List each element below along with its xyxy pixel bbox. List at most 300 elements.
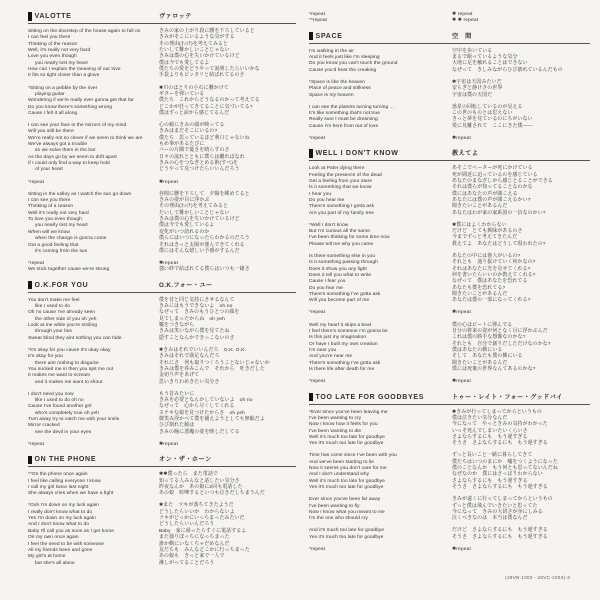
lyric-text-ja: 昨夜なんか あの娘に2回も電話した [159, 484, 243, 490]
stanza [309, 223, 590, 248]
lyric-text-ja: 今になって やっときみの気持がわかった [452, 422, 548, 428]
lyric-text-en: Space is my heaven [309, 92, 354, 98]
stanza [28, 472, 296, 497]
section-title-en-wrap [309, 393, 452, 402]
lyric-text-ja: きみを必要となんかしていないよ oh no [159, 398, 253, 404]
section-title-en-wrap [28, 12, 159, 21]
lyric-text-en: Got a good feeling that [28, 242, 79, 248]
lyric-text-en: I'm the one who should cry [309, 516, 368, 522]
song-section-carryover-repeats [309, 12, 590, 25]
lyric-text-en: Cause I've found another girl [28, 404, 92, 410]
lyric-text-en: Thinking of the reason [28, 41, 78, 47]
lyric-text-en: *repeat [309, 379, 326, 385]
section-title-en-wrap [28, 281, 159, 290]
lyric-text-en: I can see the planets turning turning ... [309, 104, 394, 110]
lyric-text-en: playing guitar [35, 91, 65, 97]
lyric-text-ja: 安らぎと静けさの世界 [452, 86, 503, 92]
lyric-text-ja: 手袋よりもピッタリと結ばれてるのさ [159, 73, 245, 79]
lyric-text-ja: もめ事があるたびに [159, 142, 205, 148]
lyric-text-en: I don't need you now [28, 391, 74, 397]
lyric-line [309, 68, 590, 74]
stanza [28, 392, 296, 436]
lyric-text-ja: 宇宙は僕の天国だ [452, 92, 493, 98]
lyric-text-ja: ✱repeat [452, 310, 472, 316]
lyric-text-en: It's okay for you [28, 354, 63, 360]
lyric-text-en: Are you part of my family tree [309, 210, 375, 216]
stanza [309, 547, 590, 553]
lyric-text-en: As the days go by we seem to drift apart [28, 154, 117, 160]
lyric-text-ja: なぜなのか 僕にはさっぱりわからない [452, 472, 543, 478]
lyric-text-en: I hear you [309, 191, 332, 197]
stanza [309, 12, 590, 25]
lyric-text-en: We stick together cause we're strong [28, 267, 110, 273]
lyric-text-en: *repeat [309, 12, 326, 17]
lyric-text-ja: あなたには僕の声が聞こえるかい? [452, 197, 531, 203]
lyric-line [28, 380, 296, 386]
lyric-text-en: Baby I'll call you as soon as I get home [28, 528, 114, 534]
lyric-text-en: *repeat [28, 179, 45, 185]
lyric-text-ja: あなたも僕を恐れてる? [452, 285, 506, 291]
lyric-text-en: you nearly lost my heart [35, 60, 88, 66]
lyric-text-ja: ✱repeat [452, 546, 472, 552]
lyric-text-ja: この世のものとは思えない [452, 111, 513, 117]
lyric-text-en: Really sure I must be dreaming [309, 117, 378, 123]
lyric-text-ja: きみはそれで満足なんだろ [159, 354, 220, 360]
section-title-en: ON THE PHONE [34, 456, 97, 464]
lyric-text-ja: 見てしまったからね oh yeh [159, 316, 225, 322]
lyric-text-ja: きみは笑いながら僕を見てたね [159, 329, 230, 335]
lyric-text-ja: ✱川のほとりの小石に腰かけて [159, 85, 229, 91]
section-title-ja: 空 間 [452, 32, 472, 40]
lyric-text-ja: あなたは僕の一部になってくれる? [452, 298, 531, 304]
lyric-text-ja: 日々の流れとともに僕らは離ればなれ [159, 154, 245, 160]
lyric-text-en: it's coming from the sun [35, 248, 88, 254]
lyric-line [309, 93, 590, 99]
lyric-text-en: *repeat [28, 441, 45, 447]
lyric-text-ja: 僕は泣きたい気分なんだ [452, 415, 508, 421]
lyric-text-en: And I don't understand why [309, 472, 370, 478]
lyric-text-en: You don't make me feel [28, 297, 80, 303]
lyric-text-en: like I used to do oh no [35, 398, 84, 404]
lyric-text-ja: ✱repeat [159, 260, 179, 266]
lyric-text-ja: 大地に足を触れることはできない [452, 61, 528, 67]
lyric-line [28, 491, 296, 497]
catalog-number: (28VB-1003・28VC-1003)-3 [505, 575, 570, 580]
section-marker-bar [28, 12, 32, 21]
lyric-text-en: the other side of you oh yeh [35, 316, 97, 322]
lyric-text-ja: 心の鏡にきみの顔が映ってる [159, 123, 225, 129]
section-title-ja: オン・ザ・ホーン [159, 456, 212, 464]
stanza [28, 348, 296, 386]
lyric-text-ja: あの娘も きっと家で一人で [159, 554, 225, 560]
lyric-text-en: Well it's really not very hard [28, 210, 89, 216]
lyric-text-en: Get a feeling from your stare [309, 178, 373, 184]
section-title-en: O.K.FOR YOU [34, 281, 89, 289]
song-section-too-late-for-goodbyes [309, 393, 590, 554]
song-section-valotte [28, 12, 296, 274]
lyric-text-ja: 谷間に腰を下ろして 夕陽を眺めてると [159, 191, 250, 197]
lyric-text-en: Please tell me why you came [309, 241, 374, 247]
lyric-text-en: but she's all alone [35, 560, 75, 566]
lyric-text-ja: 僕たちの愛をどうやって説明したらいいかな [159, 67, 260, 73]
lyric-text-en: *It's okay for you cause it's okay okay [28, 347, 111, 353]
lyric-text-ja: なぜって 心から尽くしてくれる [159, 404, 235, 410]
lyric-text-en: *repeat [28, 260, 45, 266]
stanza [309, 166, 590, 217]
stanza [309, 323, 590, 374]
stanza [309, 410, 590, 448]
lyric-text-ja: きみがそこにいるような気がする [159, 35, 235, 41]
stanza [28, 86, 296, 118]
lyric-text-ja: 聞きたいことがあるんだ [452, 360, 508, 366]
lyric-line [28, 336, 296, 342]
lyric-text-ja: 思いきりわめきたい気分さ [159, 379, 220, 385]
lyric-line [28, 167, 296, 173]
lyric-text-en: I can see your face in the mirrors of my mind [28, 123, 127, 129]
lyric-text-en: Place of peace and stillness [309, 86, 371, 92]
lyric-text-ja: ✱きみはそれでいいんだろ O.K. O.K. [159, 347, 247, 353]
lyric-text-en: If I could only find a way to keep hold [28, 161, 110, 167]
lyric-text-en: And it's much too late for goodbye [309, 528, 385, 534]
lyric-text-en: Feeling the presence of the dead [309, 172, 382, 178]
lyric-text-en: Will you still be there [28, 129, 74, 135]
lyric-text-ja: 何を書いたらいいのか教えてくれる? [452, 272, 536, 278]
lyric-text-ja: きみの姿が目に浮かぶ [159, 198, 210, 204]
section-title-en: VALOTTE [34, 13, 72, 20]
lyric-text-ja: それとも 通り抜けていく何かなの? [452, 260, 536, 266]
lyric-text-ja: まるで眠っているような気分 [452, 55, 518, 61]
lyric-text-ja: ✱repeat [159, 179, 179, 185]
lyric-text-ja: ✱repeat [159, 441, 179, 447]
lyric-text-en: Well it's much too late for goodbye [309, 434, 385, 440]
section-marker-bar [28, 281, 32, 290]
stanza [309, 528, 590, 541]
stanza [309, 49, 590, 74]
lyric-text-en: Yes I'm down on my luck again [28, 516, 96, 522]
lyric-text-ja: だけど さよならするにも もう遅すぎる [452, 528, 548, 534]
lyric-text-ja: 聞きたいことがあるんだ [452, 204, 508, 210]
lyric-text-en: Do you fear me [309, 285, 343, 291]
lyric-text-ja: 隠すことなんかできっこないのさ [159, 335, 235, 341]
lyric-text-ja: ずっと僕は飛んでいきたいと思ってた [452, 503, 538, 509]
lyric-text-en: Now I know how it feels for you [309, 422, 378, 428]
lyric-text-ja: その理由(わけ)を考えてみると [159, 204, 229, 210]
lyric-text-en: see the devil in your eyes [35, 429, 92, 435]
lyric-text-ja: あなたはわが家の家系図の一員なのかい? [452, 210, 546, 216]
lyric-text-ja: 自分の将来の姿が何となく目に浮かぶんだ [452, 328, 548, 334]
lyric-line [309, 441, 590, 447]
lyric-text-en: I've been wanting to cry [309, 415, 362, 421]
lyric-text-en: Well my heart it skips a beat [309, 322, 372, 328]
lyric-line [28, 249, 296, 255]
lyric-text-ja: 嘘をつきながら [159, 323, 195, 329]
lyric-text-en: You sucked me in then you spit me out [28, 366, 114, 372]
lyric-text-en: Now it seems you don't care for me [309, 466, 387, 472]
lyric-text-ja: たいして難かしいことじゃない [159, 48, 230, 54]
lyric-text-ja: きみは僕の心を失いかけているけど [159, 217, 240, 223]
lyric-text-en: of your heart [35, 167, 63, 173]
song-section-well-i-dont-know [309, 149, 590, 385]
stanza [309, 379, 590, 385]
stanza [309, 136, 590, 142]
lyric-text-en: It's like something that's not true [309, 111, 381, 117]
lyric-text-en: I feel like calling everyone I know [28, 478, 101, 484]
stanza [28, 29, 296, 80]
lyric-text-en: Well, it's really not very hard [28, 48, 91, 54]
section-title-en-wrap [309, 32, 452, 41]
lyric-text-ja: いっそ死んでしまいたいくらいさ [452, 428, 528, 434]
lyric-line [28, 561, 296, 567]
lyric-text-ja: 泣くべきなのは 本当は僕なんだ [452, 516, 528, 522]
lyric-text-en: and it makes me want to shout [35, 379, 103, 385]
lyric-text-ja: ✱ ✱ repeat [452, 18, 479, 24]
lyric-text-en: There's something I gotta ask [309, 204, 375, 210]
lyric-text-ja: 死が間近に迫っているのを感じている [452, 172, 538, 178]
lyric-text-ja: どこかが狂ってきてることに気づいてる? [159, 104, 253, 110]
lyric-text-ja: 金切り声をあげて [159, 373, 200, 379]
section-title-ja: O.K.フォー・ユー [159, 281, 213, 289]
lyric-text-en: Thinking of a reason [28, 204, 74, 210]
lyric-text-en: Is it something passing through [309, 260, 378, 266]
stanza [28, 123, 296, 174]
lyric-text-ja: 僕にはあなたの声が聞こえる [452, 191, 518, 197]
lyric-line [309, 547, 590, 553]
lyric-text-en: like I used to do [35, 304, 70, 310]
lyric-text-en: How can I explain the meaning of our love [28, 67, 121, 73]
lyric-text-en: It fits so tight closer than a glove [28, 73, 100, 79]
lyric-text-en: Oh no cause I've already seen [28, 310, 95, 316]
lyric-text-ja: そうさ さよならするにも もう遅すぎる [452, 534, 548, 540]
lyric-text-ja: 僕たち これからどうなるのかって考えてる [159, 98, 260, 104]
lyric-text-ja: さよならするにも もう遅すぎる [452, 478, 528, 484]
lyric-text-ja: これは僕の勝手な想像なのかな? [452, 335, 526, 341]
lyric-text-en: And we've been starting to lie [309, 459, 374, 465]
lyric-text-ja: 僕の心はビートに弾んでる [452, 322, 513, 328]
stanza [28, 442, 296, 448]
lyric-line [28, 180, 296, 186]
lyric-text-ja: 今になって きみの大切さが身にしみる [452, 509, 543, 515]
lyric-text-ja: きみの家の上がり段に腰を下ろしていると [159, 29, 255, 34]
lyric-text-ja: ツキがどっかにいっちまったみたいだ [159, 516, 245, 522]
lyric-text-en: Ever since you've been far away [309, 497, 381, 503]
lyric-text-en: Do you know you can't touch the ground [309, 61, 398, 67]
lyric-text-en: I can see you there [28, 198, 71, 204]
lyric-text-ja: また独りぼっちになっちまった [159, 535, 230, 541]
lyric-text-en: I'm near you [309, 347, 337, 353]
lyric-text-ja: なぜって 僕はあなたを恐れてる [452, 279, 528, 285]
lyric-line [309, 367, 590, 373]
song-section-space [309, 32, 590, 143]
lyric-text-en: I'm walking in the air [309, 48, 355, 54]
lyric-text-en: Is there something else in you [309, 253, 376, 259]
lyric-text-en: *Ever since you've been leaving me [309, 409, 388, 415]
section-title-ja: 教えてよ [452, 150, 479, 158]
lyric-text-ja: バーの片隅で憂さを晴らすのさ [159, 148, 230, 154]
lyric-text-ja: それは僕らが知ってることなのかな [452, 185, 533, 191]
lyric-text-ja: ✱きみが行ってしまってからというもの [452, 409, 542, 415]
lyric-text-en: When will we know [28, 229, 70, 235]
section-header-valotte [28, 12, 296, 24]
lyric-text-ja: ずっと長いこと一緒に暮らしてきて [452, 453, 533, 459]
lyric-line [28, 430, 296, 436]
lyric-text-ja: 微笑み浮かべて僕を捕えようとしても無駄だよ [159, 417, 265, 423]
lyric-text-en: there aint nothing to disguise [35, 360, 99, 366]
lyric-line [309, 485, 590, 491]
lyric-text-ja: きみは僕を呑みこんで それから 吐きだした [159, 366, 265, 372]
stanza [28, 192, 296, 255]
lyric-line [309, 18, 590, 24]
lyric-line [309, 535, 590, 541]
stanza [309, 105, 590, 130]
section-header-on-the-phone [28, 455, 296, 467]
lyric-text-en: Sitting on the doorstep of the house again to fall on [28, 29, 141, 34]
lyric-text-ja: ひび割れた鏡は [159, 423, 195, 429]
stanza [309, 254, 590, 305]
lyric-text-en: Cause I felt it all along [28, 110, 78, 116]
lyric-text-ja: ステキな娘を見つけたからさ oh yeh [159, 410, 246, 416]
lyric-text-en: *repeat [309, 135, 326, 141]
lyric-text-en: But I'm curious all the same [309, 229, 371, 235]
lyric-text-en: She always cries when we have a fight [28, 491, 114, 497]
stanza [28, 261, 296, 274]
lyric-text-en: Is it something that we know [309, 185, 372, 191]
lyric-text-ja: 僕たち 思っているほど利口じゃないね [159, 135, 250, 141]
section-marker-bar [309, 393, 313, 402]
lyric-text-en: We've always got a trouble [28, 142, 88, 148]
section-marker-bar [28, 456, 32, 465]
lyric-text-ja: あそこでペーターが死にかけている [452, 166, 533, 172]
section-title-ja: ヴァロッテ [159, 13, 192, 20]
lyric-text-ja: きみはまだそこにいるの? [159, 129, 218, 135]
lyric-text-ja: ✱僕にはよくわからない [452, 222, 507, 228]
lyric-text-en: Sitting in the valley as I watch the sun go down [28, 191, 132, 197]
lyric-text-ja: ✱ repeat [452, 12, 473, 17]
lyric-line [309, 310, 590, 316]
lyric-line [309, 298, 590, 304]
lyric-text-ja: 聞きたいことがあるんだ [452, 291, 508, 297]
lyric-text-en: Mirror cracked [28, 423, 60, 429]
lyric-text-en: Do you hear me [309, 197, 345, 203]
lyric-text-ja: きっと夢を見ているのにちがいない [452, 117, 533, 123]
section-header-too-late-for-goodbyes [309, 393, 590, 405]
lyric-text-en: And I don't know what to do [28, 522, 89, 528]
lyric-text-en: *Sitting on a pebble by the river [28, 85, 98, 91]
stanza [28, 180, 296, 186]
lyrics-column-right [309, 10, 590, 559]
section-header-ok-for-you [28, 281, 296, 293]
lyric-text-ja: きみの心をつなぎとめる術(すべ)を [159, 161, 239, 167]
lyric-text-en: I feel there's someone I'm gonna be [309, 328, 388, 334]
lyric-text-ja: 変化がいつ訪れるのか [159, 229, 210, 235]
lyric-text-en: Yes it's much too late for goodbye [309, 534, 384, 540]
lyric-text-ja: さよならするにも もう遅すぎる [452, 434, 528, 440]
lyric-text-en: you nearly lost my heart [35, 223, 88, 229]
lyric-text-en: I've been thinking for some time now [309, 235, 390, 241]
lyric-text-ja: ギターを弾いている [159, 91, 205, 97]
lyric-text-ja: きみにはもうできないよ oh no [159, 304, 233, 310]
lyric-text-ja: ✱repeat [452, 379, 472, 385]
lyric-text-en: There's something I've gotta ask [309, 291, 381, 297]
lyric-text-en: Or have I built my own creation [309, 341, 378, 347]
lyric-text-ja: だけど とても興味があるのさ [452, 229, 523, 235]
lyric-text-en: On my own once again [28, 535, 79, 541]
stanza [309, 80, 590, 99]
lyric-text-ja: それはきっと太陽が運んできてくれる [159, 242, 245, 248]
lyric-text-en: Will you become part of me [309, 298, 370, 304]
section-marker-bar [309, 32, 313, 41]
song-section-on-the-phone [28, 455, 296, 567]
section-title-en: SPACE [315, 32, 343, 40]
lyric-text-en: **On the phone once again [28, 472, 88, 478]
lyrics-column-left [28, 10, 296, 573]
lyric-text-ja: きみが遠くに行ってしまってからというもの [452, 497, 553, 503]
lyric-text-ja: きみは僕の心を失いかけているけど [159, 54, 240, 60]
lyric-line [309, 124, 590, 130]
section-title-en: WELL I DON'T KNOW [315, 150, 399, 158]
lyric-text-ja: なぜって きしみながらひび割れているんだもの [452, 67, 563, 73]
lyric-text-ja: そうさ さよならするにも もう遅すぎる [452, 485, 548, 491]
lyric-text-en: Now I know what you meant to me [309, 509, 385, 515]
section-title-ja: トゥー・レイト・フォー・グッドバイ [452, 393, 563, 401]
lyric-text-ja: 愛に見離されて ここにきた僕―― [452, 123, 533, 129]
lyric-text-ja: 教えてよ あなたはどうして現われたの? [452, 241, 546, 247]
lyric-text-en: Swear blind they aint nothing you can hide [28, 335, 122, 341]
lyric-text-ja: 僕にはそんな嬉しい予感がするんだ [159, 248, 240, 254]
lyric-text-ja: どうしたらいいんだろう [159, 522, 215, 528]
lyric-text-en: Yes it's much too late for goodbye [309, 441, 384, 447]
song-section-ok-for-you [28, 281, 296, 449]
lyric-text-en: Love you even though [28, 54, 77, 60]
lyric-line [309, 242, 590, 248]
lyric-text-en: I feel the need to be with someone [28, 541, 105, 547]
lyric-text-en: Cause you'd hear the creaking [309, 67, 377, 73]
lyric-text-ja: ✱宇宙は天国みたいだ [452, 79, 502, 85]
lyric-text-en: through your lies [35, 329, 72, 335]
lyric-line [28, 111, 296, 117]
lyric-text-en: Wondering if we're really ever gonna get that far [28, 98, 134, 104]
lyric-text-en: I can feel you there [28, 35, 71, 41]
lyric-text-en: Turn away try to catch me with your smile [28, 417, 120, 423]
section-header-space [309, 32, 590, 44]
section-title-en: TOO LATE FOR GOODBYES [315, 393, 425, 401]
lyric-text-ja: 僕は今でも愛してるよ [159, 60, 210, 66]
lyric-text-ja: 誰か側にいなくちゃだめなんだ [159, 541, 230, 547]
stanza [309, 497, 590, 522]
section-title-en-wrap [309, 149, 452, 158]
lyric-text-en: Is this just my imagination [309, 335, 367, 341]
lyric-text-en: *Ooh I'm down on my luck again [28, 503, 100, 509]
lyric-text-en: *repeat [309, 310, 326, 316]
lyric-text-ja: 僕らにはいつになったらわかるのだろう [159, 236, 250, 242]
lyric-text-ja: その理由(わけ)を考えてみると [159, 41, 229, 47]
lyric-text-ja: あの娘 喧嘩するといつも泣きだしちまうんだ [159, 491, 265, 497]
lyric-text-ja: どうしたらいいか わからないよ [159, 509, 235, 515]
lyric-line [28, 73, 296, 79]
lyric-text-ja: 惑星の回転しているのが見える [452, 104, 523, 110]
lyric-text-en: who's completely true oh yeh [35, 410, 99, 416]
lyric-line [28, 267, 296, 273]
lyric-text-en: *Space is like the heaven [309, 79, 365, 85]
lyric-line [28, 442, 296, 448]
section-header-well-i-dont-know [309, 149, 590, 161]
lyric-text-ja: 知ってる人みんなと話したい気分さ [159, 478, 240, 484]
lyric-text-en: Cause I fear you [309, 279, 346, 285]
lyric-text-en: My girl's at home [28, 554, 66, 560]
stanza [28, 503, 296, 566]
lyric-text-ja: ✱✱僕ったら また電話で [159, 472, 218, 478]
lyric-text-en: Look at me while you're smiling [28, 323, 97, 329]
lyric-text-en: Well it's much too late for goodbye [309, 478, 385, 484]
